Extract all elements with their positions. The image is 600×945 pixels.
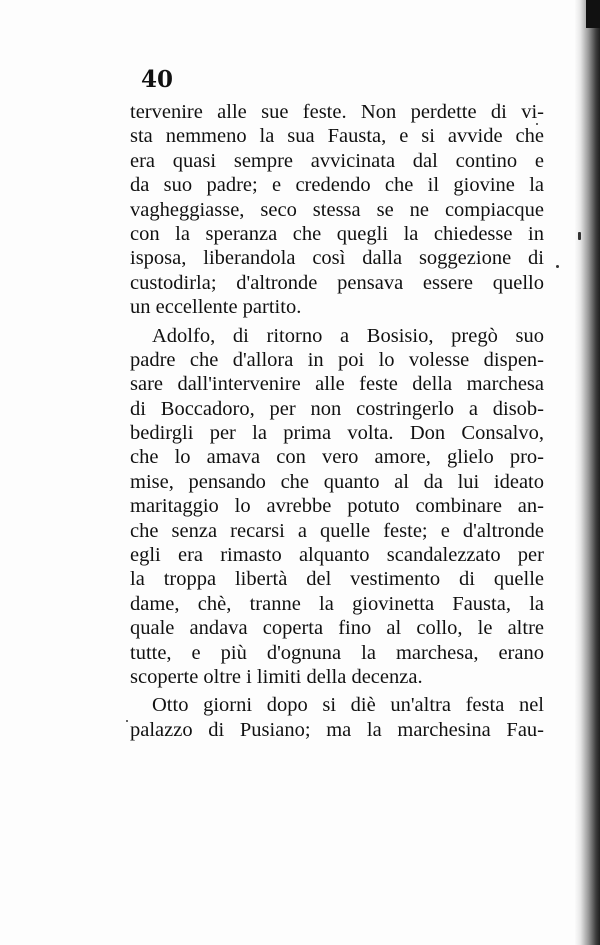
text-line: di Boccadoro, per non costringerlo a disob- (130, 397, 544, 420)
text-line: egli era rimasto alquanto scandalezzato per (130, 544, 544, 567)
page-corner-shadow (586, 0, 600, 28)
text-line: quale andava coperta fino al collo, le altre (130, 617, 544, 640)
text-line: dame, chè, tranne la giovinetta Fausta, la (130, 592, 544, 615)
text-line: sare dall'intervenire alle feste della marchesa (130, 373, 544, 396)
paragraph-3 (130, 693, 544, 742)
text-line: padre che d'allora in poi lo volesse dispen- (130, 348, 544, 371)
text-line: tutte, e più d'ognuna la marchesa, erano (130, 641, 544, 664)
text-line: palazzo di Pusiano; ma la marchesina Fau- (130, 718, 544, 741)
text-line: isposa, liberandola così dalla soggezione di (130, 247, 544, 270)
paragraph-1 (130, 100, 544, 320)
text-line: Adolfo, di ritorno a Bosisio, pregò suo (152, 324, 544, 347)
page-number: 40 (141, 66, 174, 93)
print-speck (578, 232, 581, 240)
text-line: bedirgli per la prima volta. Don Consalvo, (130, 422, 544, 445)
text-line: con la speranza che quegli la chiedesse in (130, 222, 544, 245)
page-gutter-shadow (574, 0, 600, 945)
body-text (130, 100, 544, 742)
text-line: mise, pensando che quanto al da lui ideato (130, 470, 544, 493)
text-line: che senza recarsi a quelle feste; e d'altronde (130, 519, 544, 542)
text-line: Otto giorni dopo si diè un'altra festa nel (152, 694, 544, 717)
text-line: da suo padre; e credendo che il giovine la (130, 174, 544, 197)
text-line: maritaggio lo avrebbe potuto combinare an- (130, 495, 544, 518)
text-line: tervenire alle sue feste. Non perdette di vi- (130, 101, 544, 123)
text-line: scoperte oltre i limiti della decenza. (130, 665, 423, 688)
print-speck (126, 720, 128, 722)
text-line: sta nemmeno la sua Fausta, e si avvide che (130, 125, 544, 148)
text-line: custodirla; d'altronde pensava essere quello (130, 271, 544, 294)
text-line: era quasi sempre avvicinata dal contino e (130, 149, 544, 172)
text-line: vagheggiasse, seco stessa se ne compiacque (130, 198, 544, 221)
print-speck (556, 265, 559, 268)
paragraph-2 (130, 324, 544, 690)
text-line: che lo amava con vero amore, glielo pro- (130, 446, 544, 469)
text-line: la troppa libertà del vestimento di quelle (130, 568, 544, 591)
text-line: un eccellente partito. (130, 296, 302, 319)
